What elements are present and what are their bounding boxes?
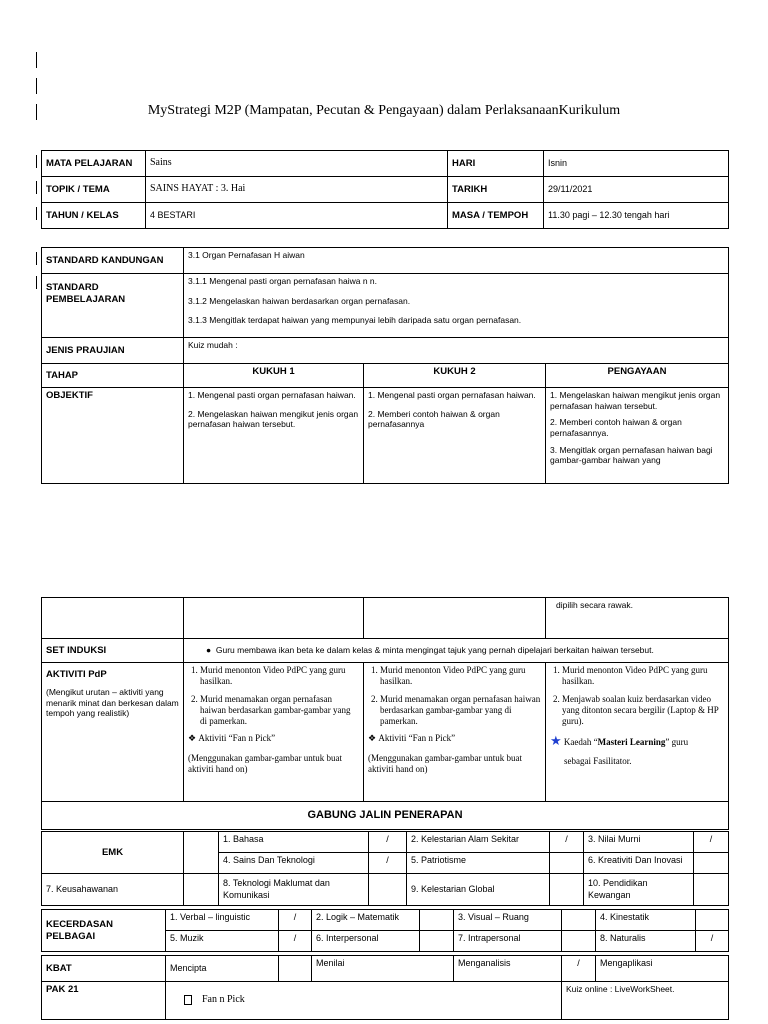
activity-table bbox=[41, 597, 729, 830]
k1-activity-item: 1. Murid menonton Video PdPC yang guru hasilkan. bbox=[200, 665, 359, 688]
tick-mark: / bbox=[562, 956, 596, 982]
aktiviti-note: (Mengikut urutan – aktiviti yang menarik minat dan berkesan dalam tempoh yang realistik) bbox=[46, 686, 179, 719]
pengayaan-header: PENGAYAAN bbox=[546, 364, 729, 388]
objektif-p-item: 3. Mengitlak organ pernafasan haiwan bagi gambar-gambar haiwan yang bbox=[550, 444, 713, 466]
jenis-label: JENIS PRAUJIAN bbox=[42, 338, 184, 364]
masa-label: MASA / TEMPOH bbox=[448, 203, 544, 229]
page-title: MyStrategi M2P (Mampatan, Pecutan & Pengayaan) dalam PerlaksanaanKurikulum bbox=[147, 103, 621, 118]
sk-value: 3.1 Organ Pernafasan H aiwan bbox=[184, 248, 729, 274]
kbat-table bbox=[41, 955, 729, 1020]
pak21-label: PAK 21 bbox=[42, 982, 166, 1020]
margin-bar bbox=[36, 52, 37, 68]
emk-kreativiti: 6. Kreativiti Dan Inovasi bbox=[584, 853, 694, 874]
jenis-value: Kuiz mudah : bbox=[184, 338, 729, 364]
pak21-kuiz: Kuiz online : LiveWorkSheet. bbox=[562, 982, 729, 1020]
k1-activity-item: 2. Murid menamakan organ pernafasan haiwan berdasarkan gambar-gambar yang di pamerkan. bbox=[200, 694, 359, 728]
aktiviti-label: AKTIVITI PdP bbox=[46, 669, 107, 680]
hari-label: HARI bbox=[448, 151, 544, 177]
kaedah-text-2: sebagai Fasilitator. bbox=[564, 755, 632, 766]
mata-pelajaran-value: Sains bbox=[146, 151, 448, 177]
k2-fan-activity: Aktiviti “Fan n Pick” bbox=[378, 733, 456, 744]
kbat-menilai: Menilai bbox=[312, 956, 454, 982]
kaedah-text-c: ” guru bbox=[665, 737, 689, 748]
kp-visual: 3. Visual – Ruang bbox=[454, 910, 562, 931]
sp-label: STANDARD PEMBELAJARAN bbox=[42, 274, 184, 338]
margin-bar bbox=[36, 155, 37, 168]
emk-table bbox=[41, 831, 729, 906]
k2-activity-note: (Menggunakan gambar-gambar untuk buat aktiviti hand on) bbox=[368, 752, 523, 774]
objektif-k2-item: 2. Memberi contoh haiwan & organ pernafasannya bbox=[368, 408, 500, 430]
set-induksi-text: Guru membawa ikan beta ke dalam kelas & minta mengingat tajuk yang pernah dipelajari berkaitan haiwan tersebut. bbox=[215, 645, 654, 656]
set-induksi-label: SET INDUKSI bbox=[42, 639, 184, 663]
margin-bar bbox=[36, 181, 37, 194]
sk-label: STANDARD KANDUNGAN bbox=[42, 248, 184, 274]
tick-mark: / bbox=[279, 910, 312, 931]
checkbox-icon bbox=[184, 995, 192, 1005]
star-icon: ★ bbox=[550, 733, 562, 749]
kp-kinestatik: 4. Kinestatik bbox=[596, 910, 696, 931]
k1-fan-activity: Aktiviti “Fan n Pick” bbox=[198, 733, 276, 744]
emk-kewangan: 10. Pendidikan Kewangan bbox=[584, 874, 694, 906]
kbat-mencipta: Mencipta bbox=[166, 956, 279, 982]
margin-bar bbox=[36, 78, 37, 94]
kp-logik: 2. Logik – Matematik bbox=[312, 910, 420, 931]
emk-bahasa: 1. Bahasa bbox=[219, 832, 369, 853]
k2-activity-item: 1. Murid menonton Video PdPC yang guru hasilkan. bbox=[380, 665, 541, 688]
diamond-icon: ❖ bbox=[188, 733, 199, 744]
objektif-k1-item: 1. Mengenal pasti organ pernafasan haiwan. bbox=[188, 390, 356, 400]
kukuh1-header: KUKUH 1 bbox=[184, 364, 364, 388]
sp-item: 3.1.2 Mengelaskan haiwan berdasarkan organ pernafasan. bbox=[188, 295, 411, 306]
bullet-icon: ● bbox=[206, 645, 216, 656]
pak21-fan-pick: Fan n Pick bbox=[202, 994, 245, 1006]
tick-mark: / bbox=[279, 931, 312, 952]
hari-value: Isnin bbox=[544, 151, 729, 177]
objektif-label: OBJEKTIF bbox=[42, 388, 184, 484]
margin-bar bbox=[36, 207, 37, 220]
sp-item: 3.1.3 Mengitlak terdapat haiwan yang mempunyai lebih daripada satu organ pernafasan. bbox=[188, 315, 522, 326]
kp-muzik: 5. Muzik bbox=[166, 931, 279, 952]
kaedah-text-a: Kaedah “ bbox=[563, 737, 598, 748]
objektif-p-item: 2. Memberi contoh haiwan & organ pernafasannya. bbox=[550, 417, 682, 438]
kecerdasan-table bbox=[41, 909, 729, 952]
tahap-label: TAHAP bbox=[42, 364, 184, 388]
kp-intra: 7. Intrapersonal bbox=[454, 931, 562, 952]
sp-item: 3.1.1 Mengenal pasti organ pernafasan haiwa n n. bbox=[188, 276, 378, 286]
tahun-value: 4 BESTARI bbox=[146, 203, 448, 229]
emk-keusahawanan: 7. Keusahawanan bbox=[42, 874, 184, 906]
info-table bbox=[41, 150, 729, 229]
k1-activity-note: (Menggunakan gambar-gambar untuk buat aktiviti hand on) bbox=[188, 752, 343, 774]
margin-bar bbox=[36, 276, 37, 289]
kecerdasan-label: KECERDASAN PELBAGAI bbox=[42, 910, 166, 952]
plan-table bbox=[41, 247, 729, 484]
kaedah-text-b: Masteri Learning bbox=[597, 737, 666, 748]
emk-global: 9. Kelestarian Global bbox=[407, 874, 550, 906]
kbat-menganalisis: Menganalisis bbox=[454, 956, 562, 982]
kbat-mengaplikasi: Mengaplikasi bbox=[596, 956, 729, 982]
kp-naturalis: 8. Naturalis bbox=[596, 931, 696, 952]
kbat-label: KBAT bbox=[42, 956, 166, 982]
kp-inter: 6. Interpersonal bbox=[312, 931, 420, 952]
tick-mark: / bbox=[369, 853, 407, 874]
margin-bar bbox=[36, 252, 37, 265]
kp-verbal: 1. Verbal – linguistic bbox=[166, 910, 279, 931]
emk-label: EMK bbox=[42, 832, 184, 874]
objektif-k1-item: 2. Mengelaskan haiwan mengikut jenis organ pernafasan haiwan tersebut. bbox=[188, 408, 359, 430]
tick-mark: / bbox=[694, 832, 729, 853]
kukuh2-header: KUKUH 2 bbox=[364, 364, 546, 388]
emk-patriotisme: 5. Patriotisme bbox=[407, 853, 550, 874]
objektif-p-item: 1. Mengelaskan haiwan mengikut jenis organ pernafasan haiwan tersebut. bbox=[550, 390, 721, 411]
emk-sains: 4. Sains Dan Teknologi bbox=[219, 853, 369, 874]
tick-mark: / bbox=[550, 832, 584, 853]
masa-value: 11.30 pagi – 12.30 tengah hari bbox=[544, 203, 729, 229]
mata-pelajaran-label: MATA PELAJARAN bbox=[42, 151, 146, 177]
topik-label: TOPIK / TEMA bbox=[42, 177, 146, 203]
tick-mark: / bbox=[696, 931, 729, 952]
tick-mark: / bbox=[369, 832, 407, 853]
objektif-k2-item: 1. Mengenal pasti organ pernafasan haiwan. bbox=[368, 390, 536, 400]
diamond-icon: ❖ bbox=[368, 733, 379, 744]
p-activity-item: 2. Menjawab soalan kuiz berdasarkan video yang ditonton secara bergilir (Laptop & HP guru). bbox=[562, 694, 724, 728]
k2-activity-item: 2. Murid menamakan organ pernafasan haiwan berdasarkan gambar-gambar yang di pamerkan. bbox=[380, 694, 541, 728]
topik-value: SAINS HAYAT : 3. Hai bbox=[146, 177, 448, 203]
tahun-label: TAHUN / KELAS bbox=[42, 203, 146, 229]
gabung-jalin-heading: GABUNG JALIN PENERAPAN bbox=[42, 802, 729, 830]
emk-nilai: 3. Nilai Murni bbox=[584, 832, 694, 853]
emk-tmk: 8. Teknologi Maklumat dan Komunikasi bbox=[219, 874, 369, 906]
emk-kelestarian: 2. Kelestarian Alam Sekitar bbox=[407, 832, 550, 853]
tarikh-value: 29/11/2021 bbox=[544, 177, 729, 203]
dipilih-text: dipilih secara rawak. bbox=[546, 598, 729, 639]
tarikh-label: TARIKH bbox=[448, 177, 544, 203]
p-activity-item: 1. Murid menonton Video PdPC yang guru hasilkan. bbox=[562, 665, 724, 688]
